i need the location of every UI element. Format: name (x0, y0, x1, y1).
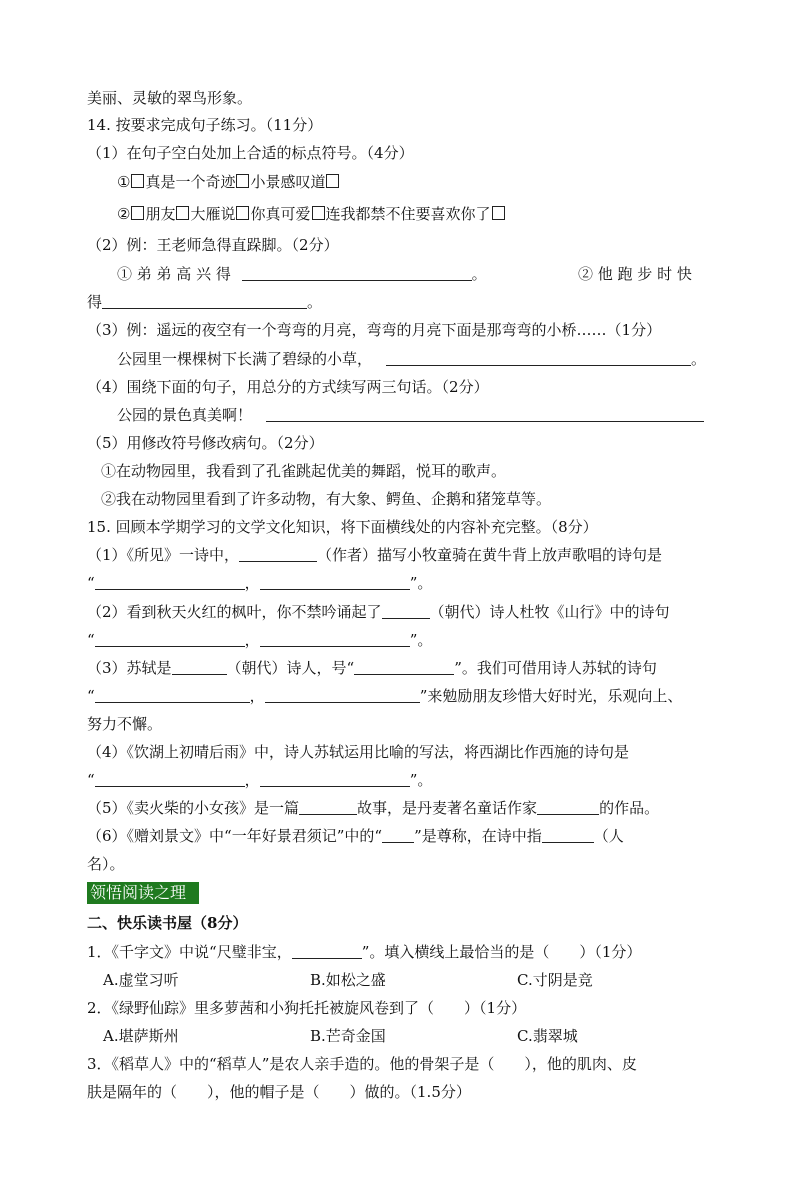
q15-p5-line: （5）《卖火柴的小女孩》是一篇 故事，是丹麦著名童话作家 的作品。 (87, 799, 660, 817)
answer-blank[interactable] (95, 687, 250, 703)
q14-p2-line-a: ① 弟 弟 高 兴 得 。 (117, 265, 487, 283)
q14-p3-line: 公园里一棵棵树下长满了碧绿的小草， 。 (117, 350, 707, 368)
answer-blank[interactable] (242, 265, 472, 281)
section-banner: 领悟阅读之理 (87, 882, 199, 904)
section2-title: 二、快乐读书屋（8分） (87, 914, 248, 932)
answer-blank[interactable] (299, 799, 357, 815)
q15-p3-line-a: （3）苏轼是 （朝代）诗人，号“ ”。我们可借用诗人苏轼的诗句 (87, 659, 657, 677)
q14-p3-label: （3）例：遥远的夜空有一个弯弯的月亮，弯弯的月亮下面是那弯弯的小桥……（1分） (87, 321, 662, 339)
answer-blank[interactable] (292, 943, 362, 959)
q15-p4-line-b: “ ， ”。 (87, 771, 433, 789)
answer-blank[interactable] (266, 406, 704, 422)
q15-p1-line-a: （1）《所见》一诗中， （作者）描写小牧童骑在黄牛背上放声歌唱的诗句是 (87, 546, 663, 564)
q14-p5-sentence-1: ①在动物园里，我看到了孔雀跳起优美的舞蹈，悦耳的歌声。 (101, 462, 507, 480)
answer-blank[interactable] (537, 799, 599, 815)
q15-p3-line-b: “ ， ”来勉励朋友珍惜大好时光，乐观向上、 (87, 687, 683, 705)
answer-blank[interactable] (102, 293, 307, 309)
answer-blank[interactable] (95, 771, 245, 787)
q14-p1-sentence-1: ① 真是一个奇迹 小景感叹道 (117, 172, 340, 192)
answer-blank[interactable] (239, 546, 317, 562)
s2-q2-option-a[interactable]: A.堪萨斯州 (103, 1027, 179, 1045)
answer-blank[interactable] (260, 574, 410, 590)
q14-p1-sentence-2: ② 朋友 大雁说 你真可爱 连我都禁不住要喜欢你了 (117, 204, 506, 224)
q15-p3-line-c: 努力不懈。 (87, 715, 163, 733)
answer-blank[interactable] (354, 659, 454, 675)
s2-q3-line-b: 肤是隔年的（ ），他的帽子是（ ）做的。（1.5分） (87, 1083, 471, 1101)
q14-p1-label: （1）在句子空白处加上合适的标点符号。（4分） (87, 144, 414, 162)
q14-p4-label: （4）围绕下面的句子，用总分的方式续写两三句话。（2分） (87, 378, 489, 396)
punctuation-box[interactable] (326, 174, 339, 188)
q15-p2-line-a: （2）看到秋天火红的枫叶，你不禁吟诵起了 （朝代）诗人杜牧《山行》中的诗句 (87, 603, 670, 621)
answer-blank[interactable] (172, 659, 227, 675)
answer-blank[interactable] (382, 603, 430, 619)
s2-q1-option-a[interactable]: A.虚堂习听 (103, 971, 179, 989)
q15-p6-line-b: 名）。 (87, 855, 125, 873)
s2-q2-option-c[interactable]: C.翡翠城 (517, 1027, 578, 1045)
punctuation-box[interactable] (492, 206, 505, 220)
q14-p2-label: （2）例：王老师急得直跺脚。（2分） (87, 236, 339, 254)
s2-q3-line-a: 3．《稻草人》中的“稻草人”是农人亲手造的。他的骨架子是（ ），他的肌肉、皮 (87, 1055, 637, 1073)
q15-p1-line-b: “ ， ”。 (87, 574, 433, 592)
s2-q2-option-b[interactable]: B.芒奇金国 (310, 1027, 386, 1045)
q14-p5-sentence-2: ②我在动物园里看到了许多动物，有大象、鳄鱼、企鹅和猪笼草等。 (101, 490, 552, 508)
q15-p2-line-b: “ ， ”。 (87, 631, 433, 649)
answer-blank[interactable] (260, 771, 410, 787)
q14-p2-line-b: ② 他 跑 步 时 快 (578, 265, 692, 283)
answer-blank[interactable] (95, 574, 245, 590)
q14-p4-line: 公园的景色真美啊！ (117, 405, 704, 425)
punctuation-box[interactable] (236, 206, 249, 220)
s2-q2-line: 2．《绿野仙踪》里多萝茜和小狗托托被旋风卷到了（ ）（1分） (87, 999, 527, 1017)
punctuation-box[interactable] (176, 206, 189, 220)
answer-blank[interactable] (382, 827, 414, 843)
answer-blank[interactable] (542, 827, 594, 843)
q15-p4-line-a: （4）《饮湖上初晴后雨》中，诗人苏轼运用比喻的写法，将西湖比作西施的诗句是 (87, 743, 630, 761)
q14-p2-line-b2: 得 。 (87, 293, 323, 311)
s2-q1-option-b[interactable]: B.如松之盛 (310, 971, 386, 989)
answer-blank[interactable] (386, 350, 691, 366)
answer-blank[interactable] (95, 631, 245, 647)
s2-q1-line: 1．《千字文》中说“尺璧非宝， ”。填入横线上最恰当的是（ ）（1分） (87, 943, 642, 961)
q14-p5-label: （5）用修改符号修改病句。（2分） (87, 434, 324, 452)
punctuation-box[interactable] (312, 206, 325, 220)
punctuation-box[interactable] (131, 174, 144, 188)
q15-p6-line-a: （6）《赠刘景文》中“一年好景君须记”中的“ ”是尊称，在诗中指 （人 (87, 827, 624, 845)
q15-title: 15. 回顾本学期学习的文学文化知识，将下面横线处的内容补充完整。（8分） (87, 518, 598, 536)
q14-title: 14. 按要求完成句子练习。（11分） (87, 116, 323, 134)
punctuation-box[interactable] (236, 174, 249, 188)
intro-text: 美丽、灵敏的翠鸟形象。 (87, 89, 253, 107)
answer-blank[interactable] (260, 631, 410, 647)
s2-q1-option-c[interactable]: C.寸阴是竞 (517, 971, 593, 989)
punctuation-box[interactable] (131, 206, 144, 220)
answer-blank[interactable] (265, 687, 420, 703)
